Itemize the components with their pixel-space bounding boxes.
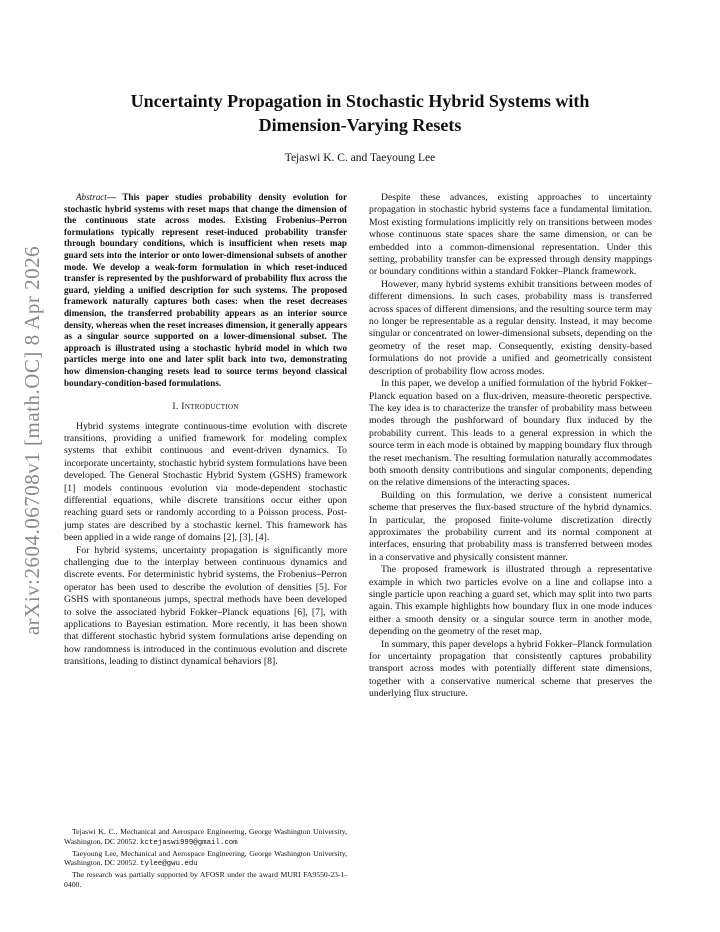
- paragraph: In summary, this paper develops a hybrid Fokker–Planck formulation for uncertainty propagation that consistently captures probability transport across modes with potentially different state dimensions, together with a conservative numerical scheme that preserves the underlying flux structure.: [369, 638, 652, 700]
- abstract-dash: —: [106, 192, 123, 202]
- footnote-text: Taeyoung Lee, Mechanical and Aerospace Engineering, George Washington University, Washington, DC 20052.: [64, 848, 347, 868]
- abstract-text: This paper studies probability density evolution for stochastic hybrid systems with reset maps that change the dimension of the continuous state across modes. Existing Frobenius–Perron formulations typically represent reset-induced probability transfer through boundary conditions, which is insufficient when resets map guard sets into the interior or onto lower-dimensional subsets of another mode. We develop a weak-form formulation in which reset-induced transfer is represented by the pushforward of probability flux across the guard, yielding a unified description for such systems. The proposed framework naturally captures both cases: when the reset decreases dimension, the transferred probability appears as an interior source density, whereas when the reset increases dimension, it generally appears as a singular source supported on a lower-dimensional subset. The approach is illustrated using a stochastic hybrid model in which two particles merge into one and later split back into two, demonstrating how dimension-changing resets lead to source terms beyond classical boundary-condition-based formulations.: [64, 192, 348, 388]
- section-title: Introduction: [181, 401, 239, 413]
- author-2-email[interactable]: tylee@gwu.edu: [140, 860, 198, 869]
- paragraph: Building on this formulation, we derive a consistent numerical scheme that preserves the flux-based structure of the hybrid dynamics. In particular, the proposed finite-volume discretization directly approximates the probability current and its normal component at interfaces, ensuring that probability mass is transferred between modes in a conservative and physically consistent manner.: [369, 489, 652, 563]
- arxiv-sidebar-stamp: [16, 218, 50, 662]
- footnotes: [64, 827, 347, 890]
- section-heading-introduction: [64, 401, 347, 413]
- paper-title-line-1: Uncertainty Propagation in Stochastic Hybrid Systems with: [130, 91, 590, 111]
- paragraph: The proposed framework is illustrated through a representative example in which two particles evolve on a line and collapse into a single particle upon reaching a guard set, which may split into two parts again. This example highlights how boundary flux in one mode induces either a smooth density or a singular source term in another mode, depending on the geometry of the reset map.: [369, 564, 652, 638]
- paper-title-line-2: Dimension-Varying Resets: [258, 115, 462, 135]
- footnote-funding: The research was partially supported by AFOSR under the award MURI FA9550-23-1-0400.: [64, 870, 347, 889]
- footnote-author-1: [64, 827, 347, 849]
- abstract: [64, 192, 347, 389]
- footnote-author-2: [64, 849, 347, 871]
- paragraph: However, many hybrid systems exhibit transitions between modes of different dimensions. In such cases, probability mass is transferred across spaces of different dimensions, and the resulting source term may no longer be representable as a regular density. Instead, it may become singular or concentrated on lower-dimensional subsets, depending on the geometry of the reset map. Consequently, existing density-based formulations do not provide a unified and geometrically consistent description of probability flow across modes.: [369, 278, 652, 377]
- section-numeral: I.: [172, 401, 182, 413]
- paper-title: [0, 89, 720, 137]
- paragraph: Despite these advances, existing approaches to uncertainty propagation in stochastic hybrid systems face a fundamental limitation. Most existing formulations implicitly rely on transitions between modes whose continuous state spaces share the same dimension, or can be embedded into a common-dimensional representation. Under this setting, probability transfer can be expressed through density mappings or boundary conditions within a standard Fokker–Planck framework.: [369, 192, 652, 278]
- abstract-lead: Abstract: [76, 192, 107, 202]
- arxiv-identifier: arXiv:2604.06708v1 [math.OC] 8 Apr 2026: [20, 245, 45, 635]
- left-column: [64, 192, 347, 669]
- paragraph: Hybrid systems integrate continuous-time evolution with discrete transitions, providing a unified framework for modeling complex systems that exhibit continuous and event-driven dynamics. To incorporate uncertainty, stochastic hybrid system formulations have been developed. The General Stochastic Hybrid System (GSHS) framework [1] models continuous evolution via mode-dependent stochastic differential equations, while discrete transitions occur either upon reaching guard sets or randomly according to a Poisson process. Post-jump states are described by a stochastic kernel. This framework has been applied in a wide range of domains [2], [3], [4].: [64, 420, 347, 544]
- author-1-email[interactable]: kctejaswi999@gmail.com: [140, 838, 238, 847]
- paper-authors: Tejaswi K. C. and Taeyoung Lee: [284, 152, 436, 164]
- right-column: [369, 192, 652, 701]
- footnote-text: Tejaswi K. C., Mechanical and Aerospace Engineering, George Washington University, Washington, DC 20052.: [64, 827, 347, 846]
- paragraph: For hybrid systems, uncertainty propagation is significantly more challenging due to the interplay between continuous dynamics and discrete events. For deterministic hybrid systems, the Frobenius–Perron operator has been used to describe the evolution of densities [5]. For GSHS with spontaneous jumps, spectral methods have been developed to solve the associated hybrid Fokker–Planck equations [6], [7], with applications to Bayesian estimation. More recently, it has been shown that different stochastic hybrid system formulations arise depending on how randomness is introduced in the continuous evolution and discrete transitions, leading to distinct dynamical behaviors [8].: [64, 544, 347, 668]
- paragraph: In this paper, we develop a unified formulation of the hybrid Fokker–Planck equation based on a flux-driven, measure-theoretic perspective. The key idea is to characterize the transfer of probability mass between modes through the pushforward of boundary flux induced by the probability current. This leads to a general expression in which the source term in each mode is obtained by mapping boundary flux through the reset mechanism. The resulting formulation naturally accommodates both smooth density contributions and singular components, depending on the relative dimensions of the interacting spaces.: [369, 378, 652, 489]
